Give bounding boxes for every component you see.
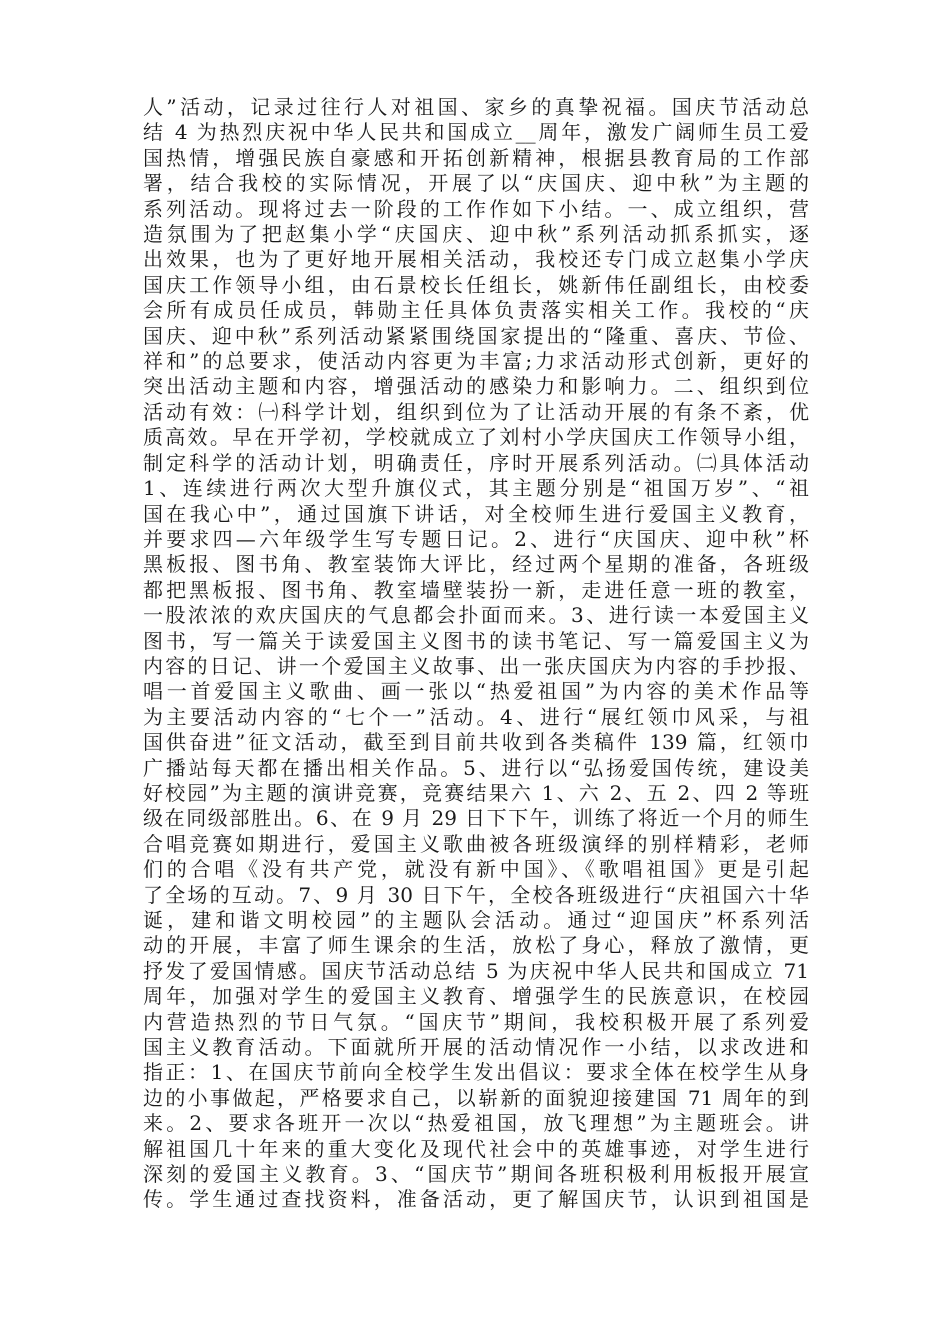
text-line: 周年，加强对学生的爱国主义教育、增强学生的民族意识，在校园 bbox=[143, 984, 809, 1009]
text-line: 内容的日记、讲一个爱国主义故事、出一张庆国庆为内容的手抄报、 bbox=[143, 653, 809, 678]
text-line: 国庆工作领导小组，由石景校长任组长，姚新伟任副组长，由校委 bbox=[143, 272, 809, 297]
text-line: 们的合唱《没有共产党，就没有新中国》、《歌唱祖国》更是引起 bbox=[143, 857, 809, 882]
text-line: 好校园”为主题的演讲竞赛，竞赛结果六 1、六 2、五 2、四 2 等班 bbox=[143, 780, 809, 805]
text-line: 了全场的互动。7、9 月 30 日下午，全校各班级进行“庆祖国六十华 bbox=[143, 882, 809, 907]
text-line: 唱一首爱国主义歌曲、画一张以“热爱祖国”为内容的美术作品等 bbox=[143, 679, 809, 704]
text-line: 系列活动。现将过去一阶段的工作作如下小结。一、成立组织，营 bbox=[143, 196, 809, 221]
text-line: 边的小事做起，严格要求自己，以崭新的面貌迎接建国 71 周年的到 bbox=[143, 1085, 809, 1110]
text-line: 图书，写一篇关于读爱国主义图书的读书笔记、写一篇爱国主义为 bbox=[143, 628, 809, 653]
text-line: 国供奋进”征文活动，截至到目前共收到各类稿件 139 篇，红领巾 bbox=[143, 730, 809, 755]
text-line: 1、连续进行两次大型升旗仪式，其主题分别是“祖国万岁”、“祖 bbox=[143, 476, 809, 501]
text-line: 国热情，增强民族自豪感和开拓创新精神，根据县教育局的工作部 bbox=[143, 145, 809, 170]
text-line: 出效果，也为了更好地开展相关活动，我校还专门成立赵集小学庆 bbox=[143, 247, 809, 272]
text-line: 诞，建和谐文明校园”的主题队会活动。通过“迎国庆”杯系列活 bbox=[143, 908, 809, 932]
text-line: 署，结合我校的实际情况，开展了以“庆国庆、迎中秋”为主题的 bbox=[143, 171, 809, 196]
text-line: 制定科学的活动计划，明确责任，序时开展系列活动。㈡具体活动 bbox=[143, 450, 809, 475]
text-line: 深刻的爱国主义教育。3、“国庆节”期间各班积极利用板报开展宣 bbox=[143, 1162, 809, 1187]
text-line: 会所有成员任成员，韩勋主任具体负责落实相关工作。我校的“庆 bbox=[143, 298, 809, 323]
text-line: 结 4 为热烈庆祝中华人民共和国成立__周年，激发广阔师生员工爱 bbox=[143, 120, 809, 145]
text-line: 动的开展，丰富了师生课余的生活，放松了身心，释放了激情，更 bbox=[143, 933, 809, 958]
text-line: 国庆、迎中秋”系列活动紧紧围绕国家提出的“隆重、喜庆、节俭、 bbox=[143, 323, 809, 348]
text-line: 合唱竞赛如期进行，爱国主义歌曲被各班级演绎的别样精彩，老师 bbox=[143, 831, 809, 856]
text-line: 为主要活动内容的“七个一”活动。4、进行“展红领巾风采，与祖 bbox=[143, 704, 809, 729]
text-line: 造氛围为了把赵集小学“庆国庆、迎中秋”系列活动抓系抓实，逐 bbox=[143, 222, 809, 247]
text-line: 黑板报、图书角、教室装饰大评比，经过两个星期的准备，各班级 bbox=[143, 552, 809, 577]
text-line: 突出活动主题和内容，增强活动的感染力和影响力。二、组织到位 bbox=[143, 374, 809, 399]
text-line: 都把黑板报、图书角、教室墙壁装扮一新，走进任意一班的教室， bbox=[143, 577, 809, 602]
text-line: 活动有效：㈠科学计划，组织到位为了让活动开展的有条不紊，优 bbox=[143, 399, 809, 424]
text-line: 人”活动，记录过往行人对祖国、家乡的真挚祝福。国庆节活动总 bbox=[143, 95, 809, 119]
text-line: 抒发了爱国情感。国庆节活动总结 5 为庆祝中华人民共和国成立 71 bbox=[143, 958, 809, 983]
text-line: 质高效。早在开学初，学校就成立了刘村小学庆国庆工作领导小组， bbox=[143, 425, 809, 450]
text-line: 指正：1、在国庆节前向全校学生发出倡议：要求全体在校学生从身 bbox=[143, 1060, 809, 1085]
text-line: 祥和”的总要求，使活动内容更为丰富;力求活动形式创新，更好的 bbox=[143, 349, 809, 374]
text-line: 级在同级部胜出。6、在 9 月 29 日下下午，训练了将近一个月的师生 bbox=[143, 806, 809, 831]
text-line: 国主义教育活动。下面就所开展的活动情况作一小结，以求改进和 bbox=[143, 1035, 809, 1060]
text-line: 广播站每天都在播出相关作品。5、进行以“弘扬爱国传统，建设美 bbox=[143, 755, 809, 780]
text-line: 传。学生通过查找资料，准备活动，更了解国庆节，认识到祖国是 bbox=[143, 1187, 809, 1212]
text-line: 并要求四—六年级学生写专题日记。2、进行“庆国庆、迎中秋”杯 bbox=[143, 526, 809, 551]
text-line: 内营造热烈的节日气氛。“国庆节”期间，我校积极开展了系列爱 bbox=[143, 1009, 809, 1034]
body-text bbox=[143, 95, 809, 1213]
text-line: 一股浓浓的欢庆国庆的气息都会扑面而来。3、进行读一本爱国主义 bbox=[143, 603, 809, 628]
text-line: 国在我心中”，通过国旗下讲话，对全校师生进行爱国主义教育， bbox=[143, 501, 809, 526]
text-line: 解祖国几十年来的重大变化及现代社会中的英雄事迹，对学生进行 bbox=[143, 1136, 809, 1161]
text-line: 来。2、要求各班开一次以“热爱祖国，放飞理想”为主题班会。讲 bbox=[143, 1111, 809, 1136]
